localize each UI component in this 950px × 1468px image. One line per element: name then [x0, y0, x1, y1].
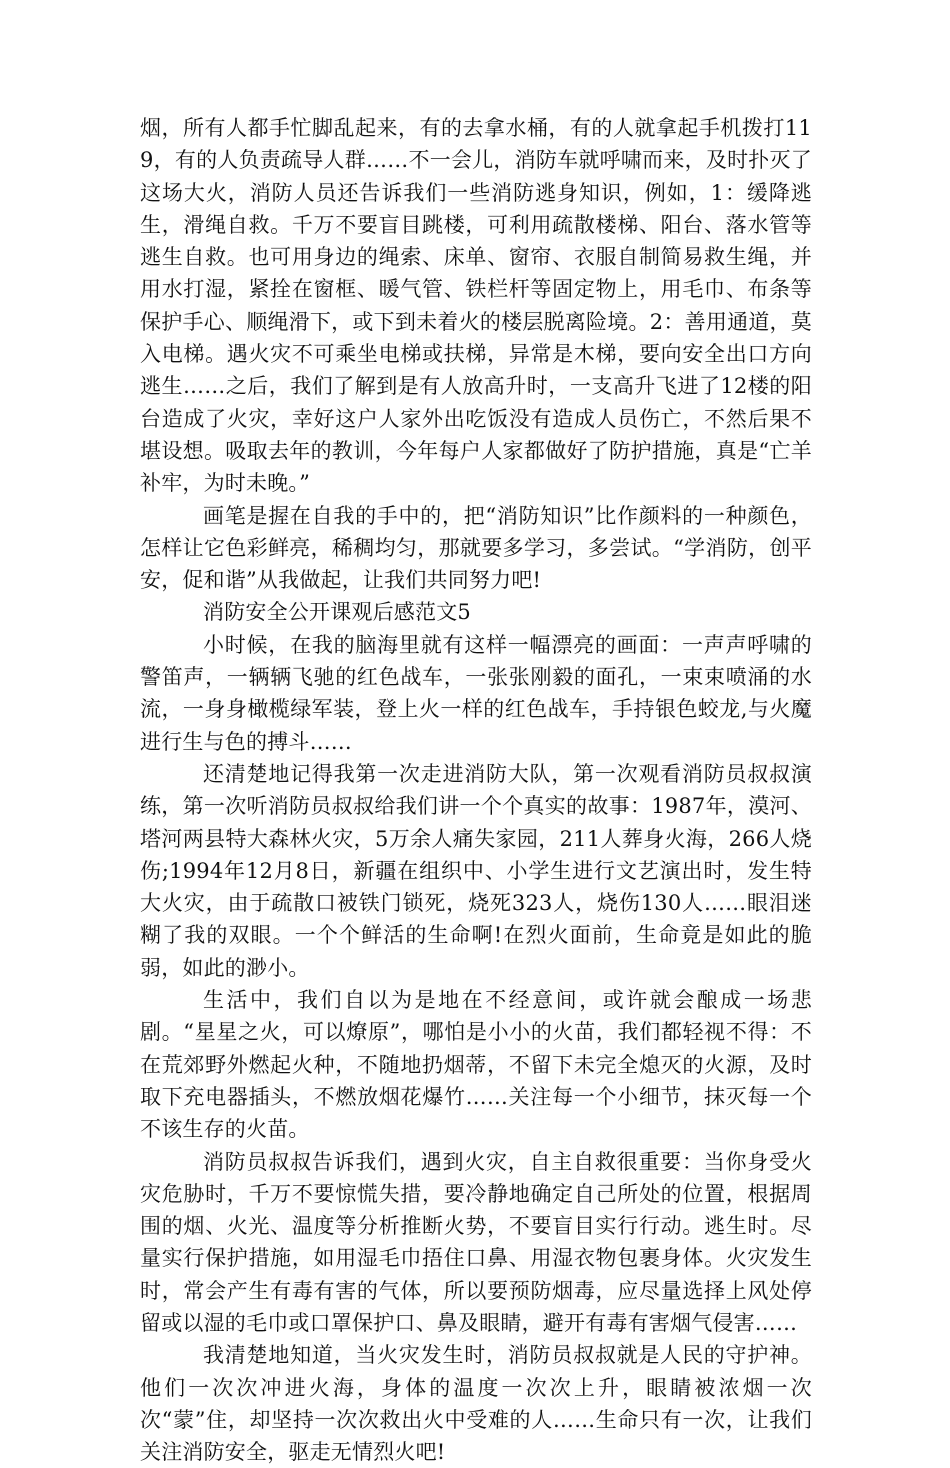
paragraph: 生活中，我们自以为是地在不经意间，或许就会酿成一场悲剧。“星星之火，可以燎原”，哪怕是小小的火苗，我们都轻视不得：不在荒郊野外燃起火种，不随地扔烟蒂，不留下未完全熄灭的火源，及时取下充电器插头，不燃放烟花爆竹……关注每一个小细节，抹灭每一个不该生存的火苗。	[140, 988, 812, 1142]
paragraph: 消防员叔叔告诉我们，遇到火灾，自主自救很重要：当你身受火灾危胁时，千万不要惊慌失措，要冷静地确定自己所处的位置，根据周围的烟、火光、温度等分析推断火势，不要盲目实行行动。逃生时。尽量实行保护措施，如用湿毛巾捂住口鼻、用湿衣物包裹身体。火灾发生时，常会产生有毒有害的气体，所以要预防烟毒，应尽量选择上风处停留或以湿的毛巾或口罩保护口、鼻及眼睛，避开有毒有害烟气侵害……	[140, 1149, 812, 1335]
paragraph: 还清楚地记得我第一次走进消防大队，第一次观看消防员叔叔演练，第一次听消防员叔叔给我们讲一个个真实的故事：1987年，漠河、塔河两县特大森林火灾，5万余人痛失家园，211人葬身火海，266人烧伤;1994年12月8日，新疆在组织中、小学生进行文艺演出时，发生特大火灾，由于疏散口被铁门锁死，烧死323人，烧伤130人……眼泪迷糊了我的双眼。一个个鲜活的生命啊!在烈火面前，生命竟是如此的脆弱，如此的渺小。	[140, 761, 812, 980]
section-heading: 消防安全公开课观后感范文5	[203, 600, 471, 625]
paragraph: 我清楚地知道，当火灾发生时，消防员叔叔就是人民的守护神。他们一次次冲进火海，身体的温度一次次上升，眼睛被浓烟一次次“蒙”住，却坚持一次次救出火中受难的人……生命只有一次，让我们关注消防安全，驱走无情烈火吧!	[140, 1343, 812, 1465]
paragraph-continuation: 烟，所有人都手忙脚乱起来，有的去拿水桶，有的人就拿起手机拨打119，有的人负责疏导人群……不一会儿，消防车就呼啸而来，及时扑灭了这场大火，消防人员还告诉我们一些消防逃身知识，例如，1：缓降逃生，滑绳自救。千万不要盲目跳楼，可利用疏散楼梯、阳台、落水管等逃生自救。也可用身边的绳索、床单、窗帘、衣服自制简易救生绳，并用水打湿，紧拴在窗框、暖气管、铁栏杆等固定物上，用毛巾、布条等保护手心、顺绳滑下，或下到未着火的楼层脱离险境。2：善用通道，莫入电梯。遇火灾不可乘坐电梯或扶梯，异常是木梯，要向安全出口方向逃生……之后，我们了解到是有人放高升时，一支高升飞进了12楼的阳台造成了火灾，幸好这户人家外出吃饭没有造成人员伤亡，不然后果不堪设想。吸取去年的教训，今年每户人家都做好了防护措施，真是“亡羊补牢，为时未晚。”	[140, 116, 812, 496]
document-page	[140, 112, 812, 1468]
paragraph: 画笔是握在自我的手中的，把“消防知识”比作颜料的一种颜色，怎样让它色彩鲜亮，稀稠均匀，那就要多学习，多尝试。“学消防，创平安，促和谐”从我做起，让我们共同努力吧!	[140, 503, 812, 593]
paragraph: 小时候，在我的脑海里就有这样一幅漂亮的画面：一声声呼啸的警笛声，一辆辆飞驰的红色战车，一张张刚毅的面孔，一束束喷涌的水流，一身身橄榄绿军装，登上火一样的红色战车，手持银色蛟龙,与火魔进行生与色的搏斗……	[140, 632, 812, 754]
